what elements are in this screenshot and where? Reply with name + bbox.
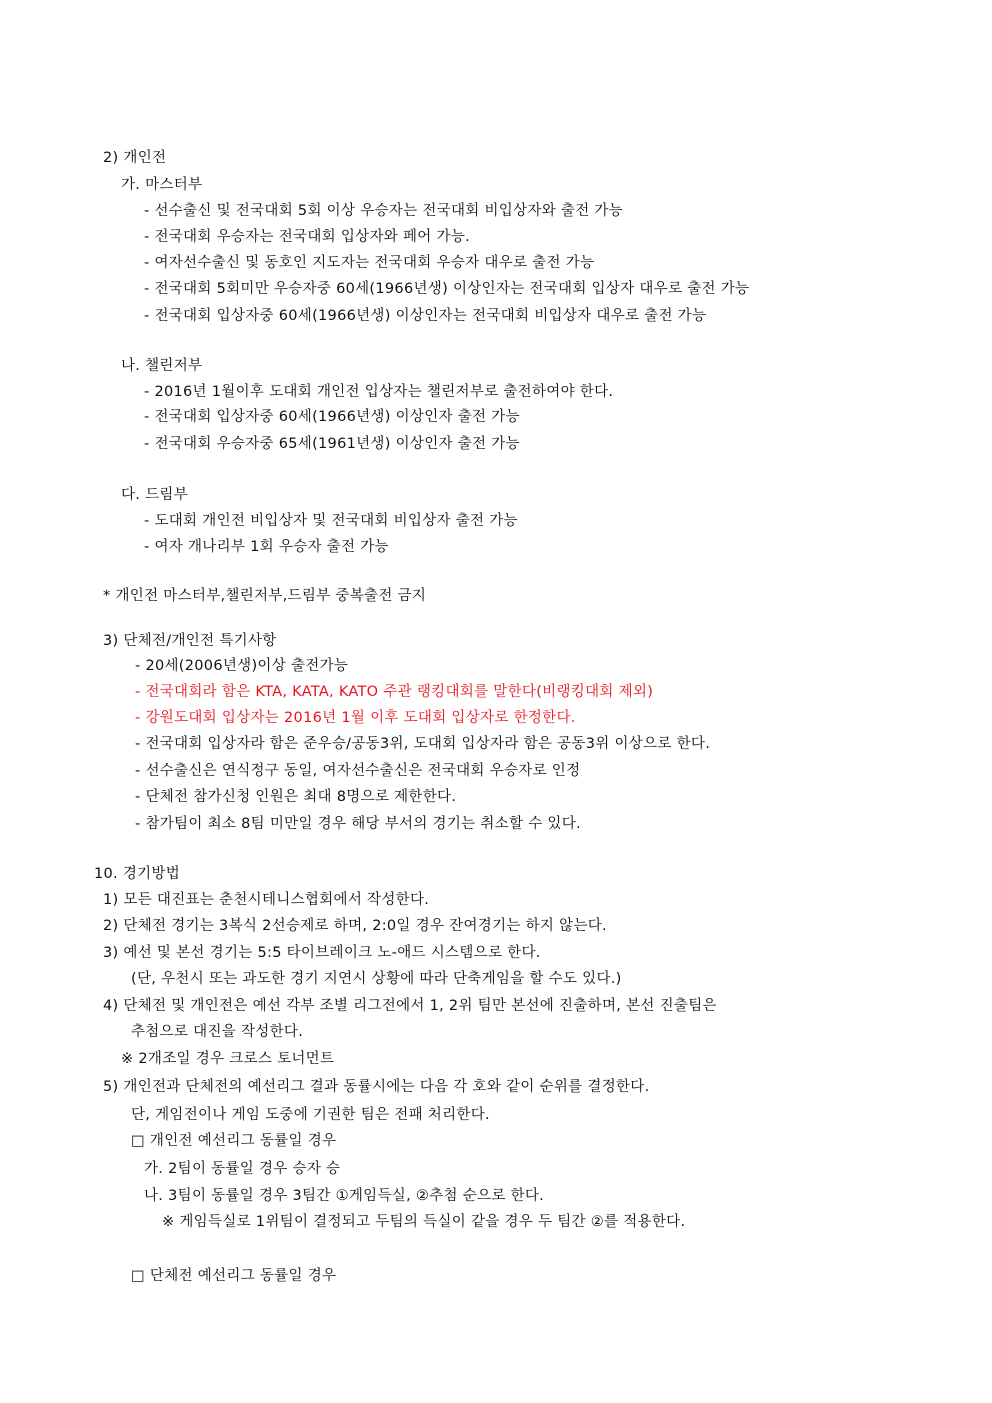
special-item-highlight: - 전국대회라 함은 KTA, KATA, KATO 주관 랭킹대회를 말한다(비랭킹대회 제외) [135,684,654,700]
dream-item: - 도대회 개인전 비입상자 및 전국대회 비입상자 출전 가능 [144,513,518,529]
challenger-item: - 전국대회 우승자중 65세(1961년생) 이상인자 출전 가능 [144,436,520,452]
method-line: (단, 우천시 또는 과도한 경기 지연시 상황에 따라 단축게임을 할 수도 있다.) [131,971,622,987]
special-item: - 전국대회 입상자라 함은 준우승/공동3위, 도대회 입상자라 함은 공동3위 이상으로 한다. [135,736,711,752]
section-heading-method: 10. 경기방법 [94,866,181,882]
challenger-title: 나. 챌린저부 [121,358,203,374]
method-line: 3) 예선 및 본선 경기는 5:5 타이브레이크 노-애드 시스템으로 한다. [103,945,541,961]
dream-item: - 여자 개나리부 1회 우승자 출전 가능 [144,539,389,555]
method-note: ※ 게임득실로 1위팀이 결정되고 두팀의 득실이 같을 경우 두 팀간 ②를 적용한다. [162,1214,686,1230]
dream-title: 다. 드림부 [121,487,189,503]
masters-item: - 여자선수출신 및 동호인 지도자는 전국대회 우승자 대우로 출전 가능 [144,255,595,271]
individual-note: * 개인전 마스터부,챌린저부,드림부 중복출전 금지 [103,588,427,604]
method-note: ※ 2개조일 경우 크로스 토너먼트 [121,1051,335,1067]
method-line: 1) 모든 대진표는 춘천시테니스협회에서 작성한다. [103,892,430,908]
method-subheading: □ 단체전 예선리그 동률일 경우 [131,1268,337,1284]
section-heading-individual: 2) 개인전 [103,150,167,166]
section-heading-special: 3) 단체전/개인전 특기사항 [103,633,277,649]
masters-item: - 전국대회 5회미만 우승자중 60세(1966년생) 이상인자는 전국대회 입상자 대우로 출전 가능 [144,281,750,297]
special-item: - 단체전 참가신청 인원은 최대 8명으로 제한한다. [135,789,457,805]
method-line: 가. 2팀이 동률일 경우 승자 승 [144,1161,341,1177]
method-line: 4) 단체전 및 개인전은 예선 각부 조별 리그전에서 1, 2위 팀만 본선에 진출하며, 본선 진출팀은 [103,998,717,1014]
special-item-highlight: - 강원도대회 입상자는 2016년 1월 이후 도대회 입상자로 한정한다. [135,710,576,726]
method-line: 단, 게임전이나 게임 도중에 기권한 팀은 전패 처리한다. [131,1107,490,1123]
challenger-item: - 2016년 1월이후 도대회 개인전 입상자는 챌린저부로 출전하여야 한다. [144,384,614,400]
method-line: 2) 단체전 경기는 3복식 2선승제로 하며, 2:0일 경우 잔여경기는 하지 않는다. [103,918,607,934]
method-line: 5) 개인전과 단체전의 예선리그 결과 동률시에는 다음 각 호와 같이 순위를 결정한다. [103,1079,650,1095]
special-item: - 선수출신은 연식정구 동일, 여자선수출신은 전국대회 우승자로 인정 [135,763,581,779]
special-item: - 20세(2006년생)이상 출전가능 [135,658,349,674]
method-subheading: □ 개인전 예선리그 동률일 경우 [131,1133,337,1149]
method-line: 추첨으로 대진을 작성한다. [131,1024,304,1040]
challenger-item: - 전국대회 입상자중 60세(1966년생) 이상인자 출전 가능 [144,409,520,425]
special-item: - 참가팀이 최소 8팀 미만일 경우 해당 부서의 경기는 취소할 수 있다. [135,816,581,832]
masters-item: - 전국대회 우승자는 전국대회 입상자와 페어 가능. [144,229,471,245]
method-line: 나. 3팀이 동률일 경우 3팀간 ①게임득실, ②추첨 순으로 한다. [144,1188,545,1204]
masters-item: - 전국대회 입상자중 60세(1966년생) 이상인자는 전국대회 비입상자 대우로 출전 가능 [144,308,707,324]
masters-title: 가. 마스터부 [121,177,203,193]
masters-item: - 선수출신 및 전국대회 5회 이상 우승자는 전국대회 비입상자와 출전 가능 [144,203,624,219]
